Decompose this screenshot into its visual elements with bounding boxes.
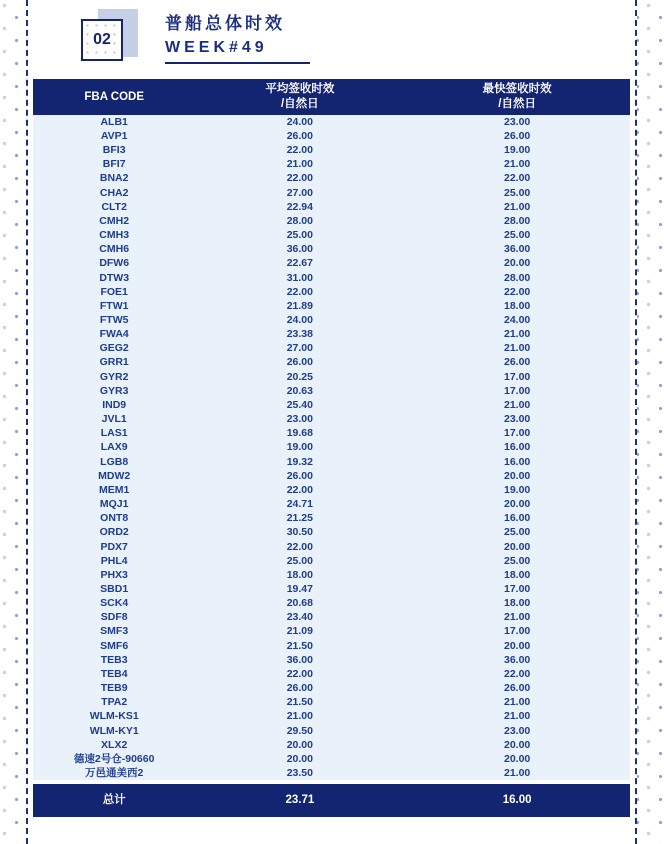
avg-days-cell: 30.50 xyxy=(286,526,313,539)
fastest-days-cell: 20.00 xyxy=(504,469,531,482)
table-row xyxy=(33,596,630,610)
fba-code-cell: GRR1 xyxy=(99,356,129,369)
fastest-days-cell: 21.00 xyxy=(504,696,531,709)
fba-code-cell: BFI7 xyxy=(102,158,126,171)
fastest-days-cell: 17.00 xyxy=(504,582,531,595)
fastest-days-cell: 17.00 xyxy=(504,625,531,638)
fba-code-cell: LGB8 xyxy=(100,455,129,468)
avg-days-cell: 26.00 xyxy=(286,469,313,482)
badge-number: 02 xyxy=(93,31,111,48)
fba-code-cell: MQJ1 xyxy=(99,498,129,511)
timeliness-table xyxy=(33,79,630,817)
fastest-days-cell: 16.00 xyxy=(504,512,531,525)
fastest-days-cell: 19.00 xyxy=(504,483,531,496)
avg-days-cell: 31.00 xyxy=(286,271,313,284)
fastest-days-cell: 20.00 xyxy=(504,752,531,765)
fba-code-cell: XLX2 xyxy=(101,738,128,751)
fba-code-cell: BFI3 xyxy=(102,144,126,157)
avg-days-cell: 19.68 xyxy=(286,427,313,440)
fastest-days-cell: 25.00 xyxy=(504,526,531,539)
avg-days-cell: 29.50 xyxy=(286,724,313,737)
table-row xyxy=(33,511,630,525)
avg-days-cell: 22.94 xyxy=(286,200,313,213)
fba-code-cell: TEB9 xyxy=(100,682,128,695)
avg-days-cell: 25.00 xyxy=(286,229,313,242)
fba-code-cell: FOE1 xyxy=(100,285,128,298)
table-row xyxy=(33,299,630,313)
table-row xyxy=(33,695,630,709)
table-row xyxy=(33,412,630,426)
fastest-days-cell: 16.00 xyxy=(504,455,531,468)
fba-code-cell: PDX7 xyxy=(100,540,128,553)
fba-code-cell: SMF3 xyxy=(100,625,129,638)
avg-days-cell: 21.89 xyxy=(286,299,313,312)
fastest-days-cell: 25.00 xyxy=(504,554,531,567)
table-row xyxy=(33,356,630,370)
avg-days-cell: 21.09 xyxy=(286,625,313,638)
fba-code-cell: SMF6 xyxy=(100,639,129,652)
fastest-days-cell: 18.00 xyxy=(504,597,531,610)
fastest-days-cell: 22.00 xyxy=(504,172,531,185)
avg-days-cell: 20.00 xyxy=(286,738,313,751)
avg-days-cell: 26.00 xyxy=(286,356,313,369)
fba-code-cell: LAS1 xyxy=(100,427,128,440)
fba-code-cell: WLM-KS1 xyxy=(89,710,139,723)
fba-code-cell: FWA4 xyxy=(99,328,129,341)
column-header-line: /自然日 xyxy=(280,98,319,110)
table-row xyxy=(33,625,630,639)
avg-days-cell: 22.00 xyxy=(286,144,313,157)
table-row xyxy=(33,681,630,695)
fba-code-cell: DFW6 xyxy=(99,257,130,270)
avg-days-cell: 24.00 xyxy=(286,314,313,327)
avg-days-cell: 23.50 xyxy=(286,767,313,780)
fastest-days-cell: 18.00 xyxy=(504,568,531,581)
table-row xyxy=(33,200,630,214)
fastest-days-cell: 20.00 xyxy=(504,257,531,270)
fastest-days-cell: 17.00 xyxy=(504,370,531,383)
fba-code-cell: CMH6 xyxy=(99,243,130,256)
fba-code-cell: TPA2 xyxy=(101,696,128,709)
table-row xyxy=(33,483,630,497)
column-header-average-days xyxy=(195,82,404,112)
fastest-days-cell: 23.00 xyxy=(504,724,531,737)
fastest-days-cell: 36.00 xyxy=(504,653,531,666)
table-row xyxy=(33,526,630,540)
table-row xyxy=(33,540,630,554)
fba-code-cell: 万邑通美西2 xyxy=(85,767,144,780)
fastest-days-cell: 23.00 xyxy=(504,115,531,128)
avg-days-cell: 23.40 xyxy=(286,611,313,624)
avg-days-cell: 22.00 xyxy=(286,172,313,185)
fba-code-cell: MEM1 xyxy=(99,483,130,496)
fastest-days-cell: 21.00 xyxy=(504,398,531,411)
avg-days-cell: 22.00 xyxy=(286,285,313,298)
table-row xyxy=(33,667,630,681)
fastest-days-cell: 20.00 xyxy=(504,498,531,511)
table-row xyxy=(33,129,630,143)
table-row xyxy=(33,554,630,568)
fba-code-cell: JVL1 xyxy=(101,413,127,426)
table-row xyxy=(33,228,630,242)
fba-code-cell: GYR3 xyxy=(99,384,129,397)
fastest-days-cell: 24.00 xyxy=(504,314,531,327)
table-row xyxy=(33,639,630,653)
fba-code-cell: CHA2 xyxy=(99,186,129,199)
week-subtitle: WEEK#49 xyxy=(165,39,268,56)
fba-code-cell: MDW2 xyxy=(98,469,131,482)
fastest-days-cell: 21.00 xyxy=(504,342,531,355)
table-row xyxy=(33,398,630,412)
avg-days-cell: 21.50 xyxy=(286,696,313,709)
section-number-badge xyxy=(75,7,147,63)
fastest-days-cell: 21.00 xyxy=(504,767,531,780)
column-header-fba-code xyxy=(33,90,195,105)
table-row xyxy=(33,752,630,766)
fastest-days-cell: 23.00 xyxy=(504,413,531,426)
table-row xyxy=(33,455,630,469)
avg-days-cell: 20.00 xyxy=(286,752,313,765)
fba-code-cell: SBD1 xyxy=(100,582,129,595)
avg-days-cell: 21.50 xyxy=(286,639,313,652)
fba-code-cell: CLT2 xyxy=(101,200,127,213)
title-block xyxy=(165,9,310,64)
fastest-days-cell: 36.00 xyxy=(504,243,531,256)
fba-code-cell: TEB3 xyxy=(100,653,128,666)
avg-days-cell: 25.00 xyxy=(286,554,313,567)
fastest-days-cell: 26.00 xyxy=(504,129,531,142)
avg-days-cell: 36.00 xyxy=(286,243,313,256)
table-row xyxy=(33,327,630,341)
table-row xyxy=(33,157,630,171)
fastest-days-cell: 22.00 xyxy=(504,667,531,680)
table-row xyxy=(33,426,630,440)
fastest-days-cell: 21.00 xyxy=(504,710,531,723)
fba-code-cell: FTW5 xyxy=(99,314,129,327)
table-row xyxy=(33,724,630,738)
table-row xyxy=(33,568,630,582)
avg-days-cell: 22.00 xyxy=(286,667,313,680)
content-panel xyxy=(26,0,637,844)
table-body xyxy=(33,115,630,780)
table-row xyxy=(33,582,630,596)
column-header-line: 平均签收时效 xyxy=(265,83,335,96)
avg-days-cell: 22.00 xyxy=(286,540,313,553)
table-row xyxy=(33,766,630,780)
fba-code-cell: LAX9 xyxy=(100,441,128,454)
page-header xyxy=(28,0,635,79)
table-row xyxy=(33,469,630,483)
avg-days-cell: 21.00 xyxy=(286,158,313,171)
avg-days-cell: 23.38 xyxy=(286,328,313,341)
table-row xyxy=(33,115,630,129)
avg-days-cell: 20.63 xyxy=(286,384,313,397)
fastest-days-cell: 17.00 xyxy=(504,384,531,397)
fba-code-cell: GYR2 xyxy=(99,370,129,383)
avg-days-cell: 24.00 xyxy=(286,115,313,128)
table-header-row xyxy=(33,79,630,115)
fba-code-cell: TEB4 xyxy=(100,667,128,680)
avg-days-cell: 22.67 xyxy=(286,257,313,270)
fba-code-cell: PHX3 xyxy=(100,568,128,581)
page-title: 普船总体时效 xyxy=(165,14,285,33)
total-fastest-cell: 16.00 xyxy=(502,794,532,807)
avg-days-cell: 20.68 xyxy=(286,597,313,610)
table-row xyxy=(33,214,630,228)
fba-code-cell: SDF8 xyxy=(100,611,128,624)
table-row xyxy=(33,441,630,455)
fastest-days-cell: 20.00 xyxy=(504,540,531,553)
table-row xyxy=(33,384,630,398)
table-row xyxy=(33,257,630,271)
total-label-cell: 总计 xyxy=(102,794,126,807)
fba-code-cell: SCK4 xyxy=(100,597,129,610)
fba-code-cell: PHL4 xyxy=(100,554,128,567)
fba-code-cell: ORD2 xyxy=(99,526,129,539)
column-header-line: /自然日 xyxy=(498,98,536,110)
fba-code-cell: ONT8 xyxy=(100,512,129,525)
fba-code-cell: 德速2号仓-90660 xyxy=(73,752,155,765)
column-header-fastest-days xyxy=(404,82,630,112)
fastest-days-cell: 26.00 xyxy=(504,682,531,695)
table-row xyxy=(33,497,630,511)
table-row xyxy=(33,186,630,200)
column-header-line: FBA CODE xyxy=(84,90,144,103)
table-row xyxy=(33,172,630,186)
total-row xyxy=(33,784,630,817)
fastest-days-cell: 21.00 xyxy=(504,328,531,341)
column-header-line: 最快签收时效 xyxy=(482,83,552,96)
fba-code-cell: BNA2 xyxy=(99,172,129,185)
fastest-days-cell: 28.00 xyxy=(504,271,531,284)
table-row xyxy=(33,242,630,256)
table-row xyxy=(33,610,630,624)
fba-code-cell: WLM-KY1 xyxy=(89,724,139,737)
fastest-days-cell: 26.00 xyxy=(504,356,531,369)
fastest-days-cell: 25.00 xyxy=(504,186,531,199)
avg-days-cell: 27.00 xyxy=(286,186,313,199)
table-row xyxy=(33,342,630,356)
fba-code-cell: ALB1 xyxy=(100,115,128,128)
avg-days-cell: 19.00 xyxy=(286,441,313,454)
fastest-days-cell: 21.00 xyxy=(504,200,531,213)
avg-days-cell: 18.00 xyxy=(286,568,313,581)
avg-days-cell: 24.71 xyxy=(286,498,313,511)
avg-days-cell: 26.00 xyxy=(286,129,313,142)
avg-days-cell: 25.40 xyxy=(286,398,313,411)
avg-days-cell: 21.25 xyxy=(286,512,313,525)
fba-code-cell: CMH3 xyxy=(99,229,130,242)
badge-box xyxy=(81,19,123,61)
fba-code-cell: AVP1 xyxy=(100,129,128,142)
avg-days-cell: 27.00 xyxy=(286,342,313,355)
table-row xyxy=(33,313,630,327)
fastest-days-cell: 16.00 xyxy=(504,441,531,454)
total-avg-cell: 23.71 xyxy=(285,794,315,807)
table-row xyxy=(33,653,630,667)
avg-days-cell: 36.00 xyxy=(286,653,313,666)
table-row xyxy=(33,285,630,299)
fba-code-cell: FTW1 xyxy=(99,299,129,312)
table-row xyxy=(33,271,630,285)
fba-code-cell: GEG2 xyxy=(99,342,129,355)
fastest-days-cell: 21.00 xyxy=(504,158,531,171)
avg-days-cell: 21.00 xyxy=(286,710,313,723)
fastest-days-cell: 17.00 xyxy=(504,427,531,440)
avg-days-cell: 28.00 xyxy=(286,214,313,227)
fastest-days-cell: 20.00 xyxy=(504,738,531,751)
avg-days-cell: 19.32 xyxy=(286,455,313,468)
fastest-days-cell: 25.00 xyxy=(504,229,531,242)
avg-days-cell: 22.00 xyxy=(286,483,313,496)
fastest-days-cell: 21.00 xyxy=(504,611,531,624)
avg-days-cell: 20.25 xyxy=(286,370,313,383)
table-row xyxy=(33,370,630,384)
fba-code-cell: IND9 xyxy=(102,398,127,411)
fastest-days-cell: 28.00 xyxy=(504,214,531,227)
table-row xyxy=(33,738,630,752)
avg-days-cell: 26.00 xyxy=(286,682,313,695)
fba-code-cell: CMH2 xyxy=(99,214,130,227)
avg-days-cell: 23.00 xyxy=(286,413,313,426)
fba-code-cell: DTW3 xyxy=(99,271,130,284)
fastest-days-cell: 22.00 xyxy=(504,285,531,298)
table-row xyxy=(33,710,630,724)
fastest-days-cell: 19.00 xyxy=(504,144,531,157)
fastest-days-cell: 18.00 xyxy=(504,299,531,312)
fastest-days-cell: 20.00 xyxy=(504,639,531,652)
table-row xyxy=(33,143,630,157)
avg-days-cell: 19.47 xyxy=(286,582,313,595)
